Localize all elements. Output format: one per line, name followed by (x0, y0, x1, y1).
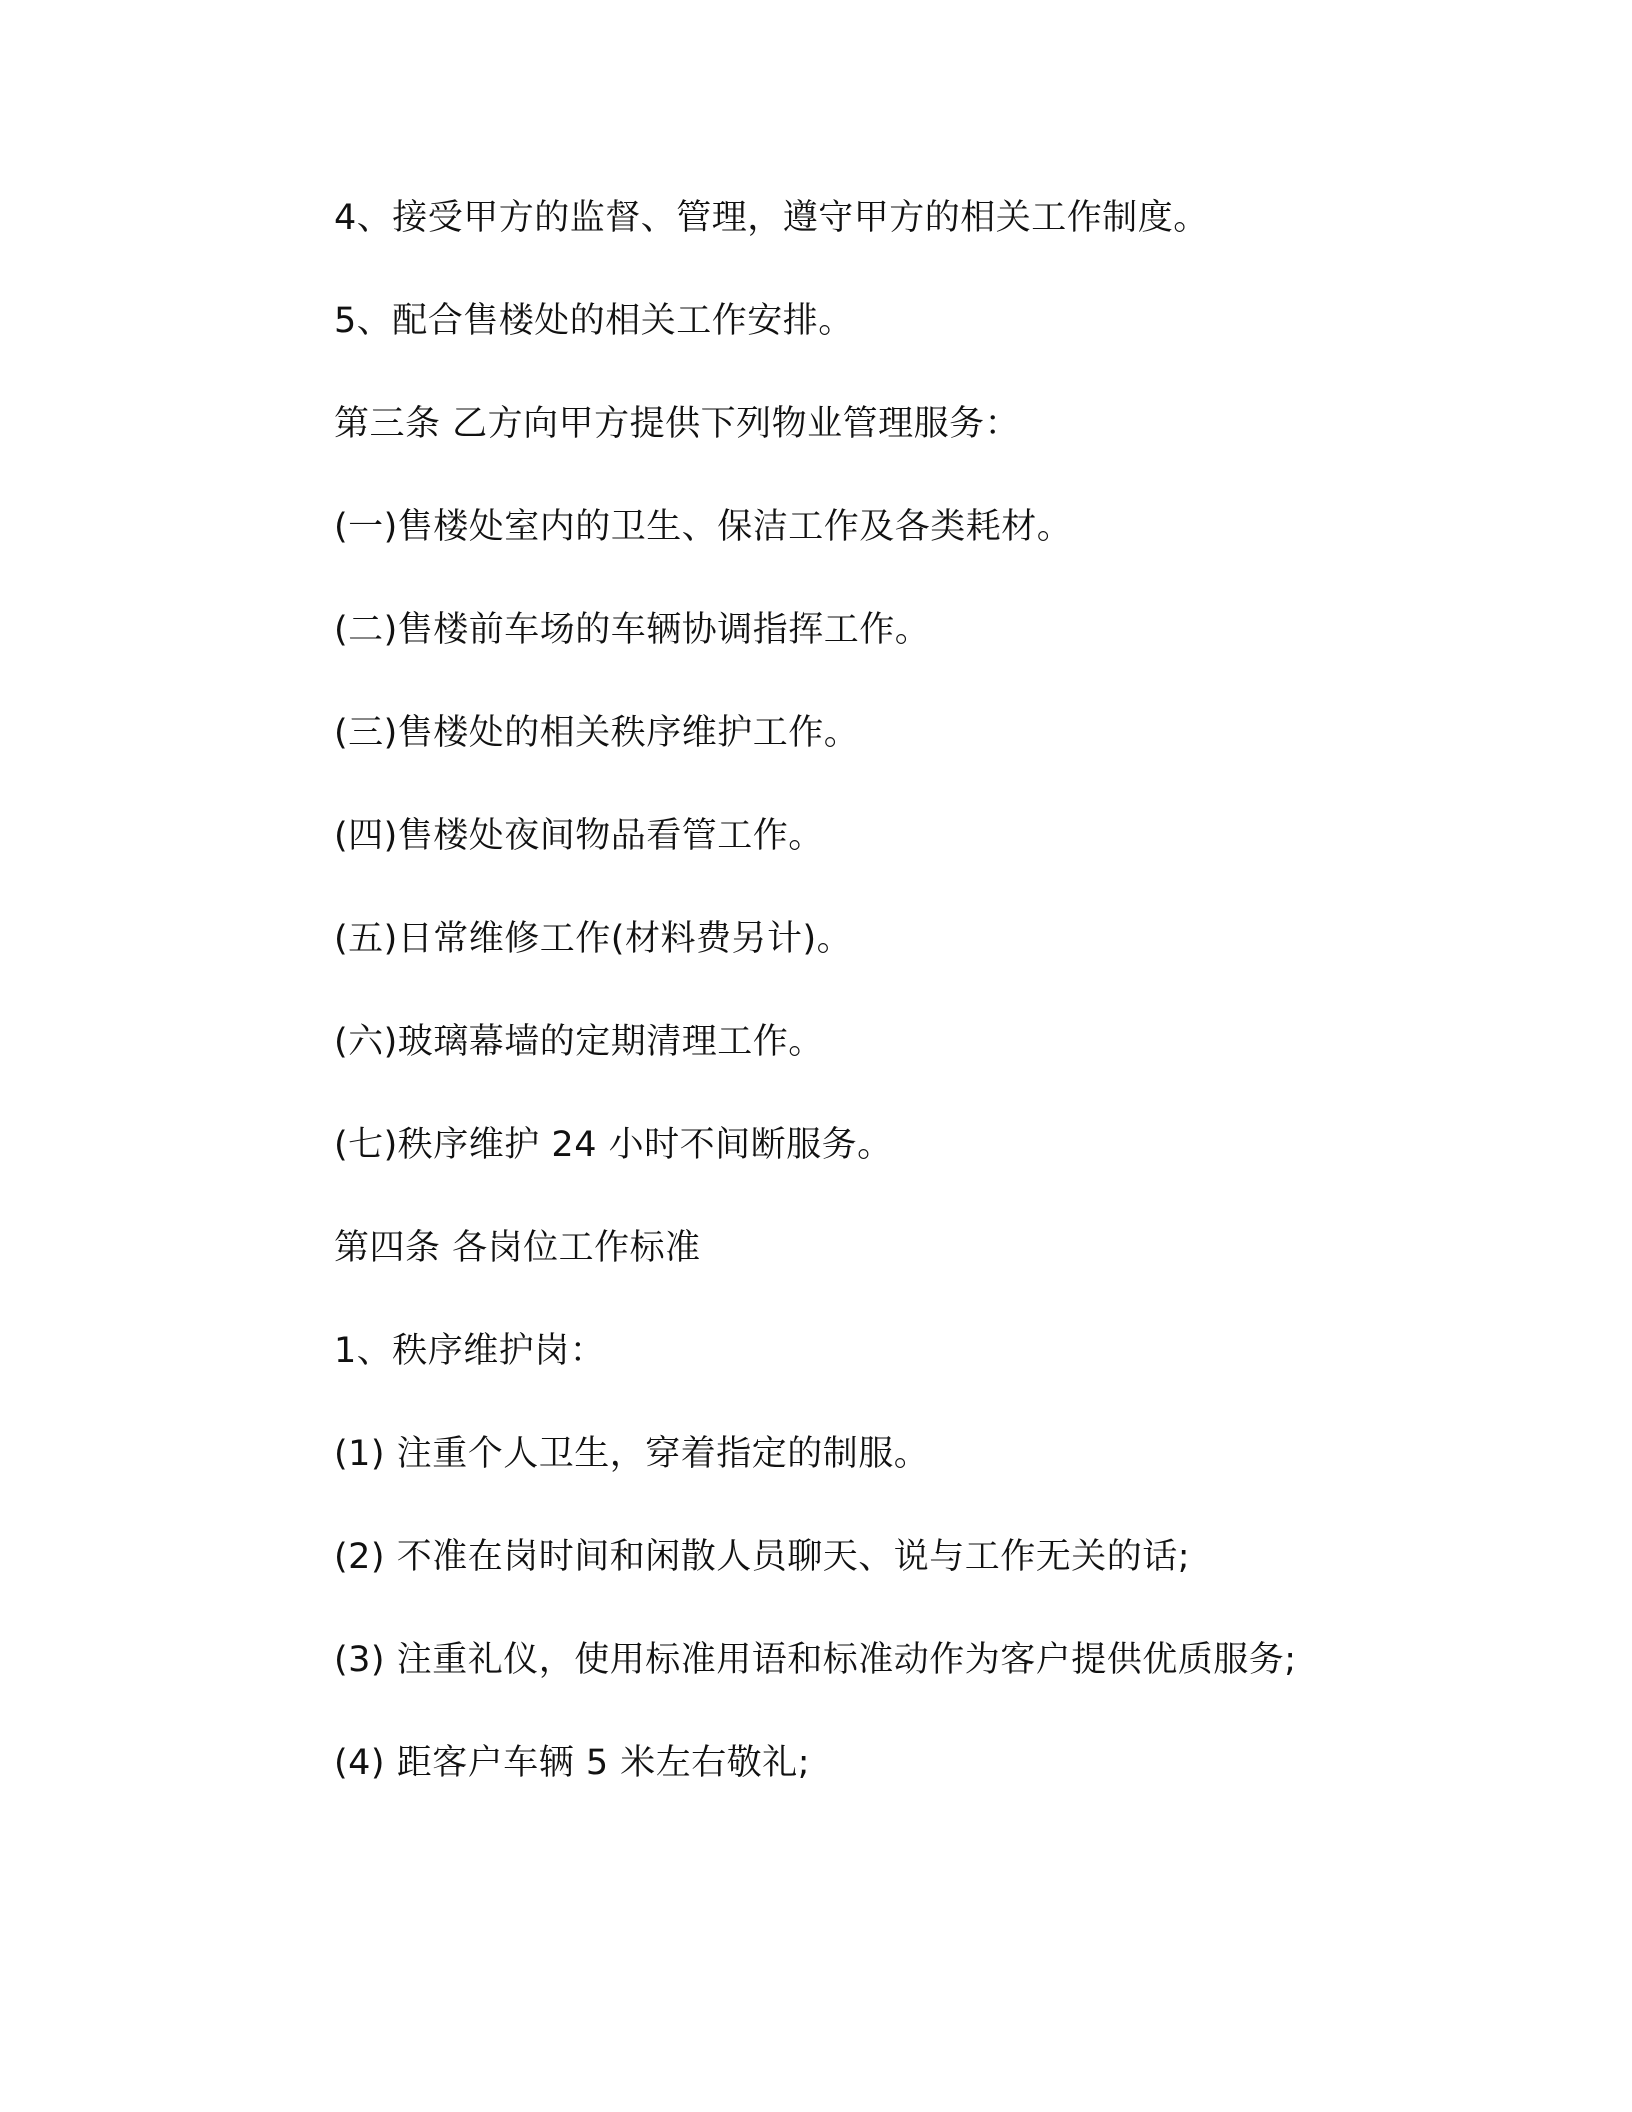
service-item-6: (六)玻璃幕墙的定期清理工作。 (334, 1022, 824, 1062)
service-item-5: (五)日常维修工作(材料费另计)。 (334, 919, 853, 959)
standard-item-2: (2) 不准在岗时间和闲散人员聊天、说与工作无关的话; (334, 1537, 1190, 1577)
service-item-7: (七)秩序维护 24 小时不间断服务。 (334, 1125, 893, 1165)
post-heading-order-maintenance: 1、秩序维护岗： (334, 1331, 606, 1371)
clause-item-5: 5、配合售楼处的相关工作安排。 (334, 301, 854, 341)
article-3-heading: 第三条 乙方向甲方提供下列物业管理服务： (334, 404, 1021, 444)
service-item-1: (一)售楼处室内的卫生、保洁工作及各类耗材。 (334, 507, 1073, 547)
service-item-3: (三)售楼处的相关秩序维护工作。 (334, 713, 860, 753)
clause-item-4: 4、接受甲方的监督、管理，遵守甲方的相关工作制度。 (334, 198, 1209, 238)
service-item-2: (二)售楼前车场的车辆协调指挥工作。 (334, 610, 931, 650)
standard-item-1: (1) 注重个人卫生，穿着指定的制服。 (334, 1434, 930, 1474)
service-item-4: (四)售楼处夜间物品看管工作。 (334, 816, 824, 856)
standard-item-4: (4) 距客户车辆 5 米左右敬礼; (334, 1743, 811, 1783)
standard-item-3: (3) 注重礼仪，使用标准用语和标准动作为客户提供优质服务; (334, 1640, 1297, 1680)
article-4-heading: 第四条 各岗位工作标准 (334, 1228, 701, 1268)
